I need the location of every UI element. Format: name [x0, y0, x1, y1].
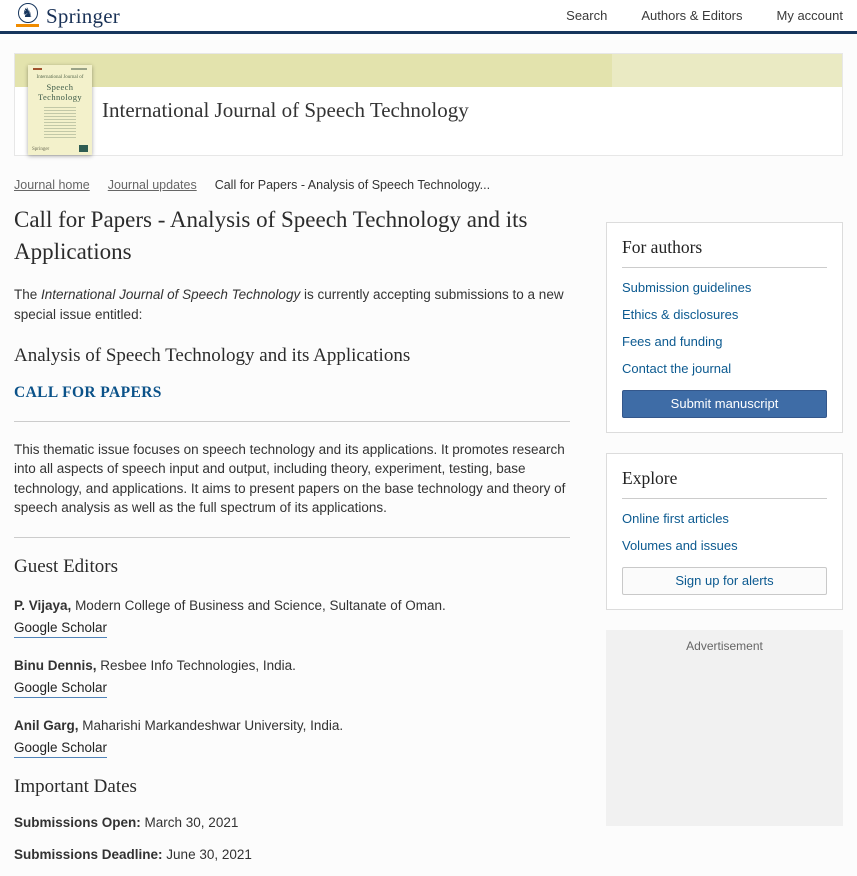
divider: [14, 421, 570, 422]
content-area: [14, 204, 843, 876]
editor-entry: [14, 596, 570, 638]
editor-name: P. Vijaya,: [14, 598, 72, 614]
google-scholar-link[interactable]: Google Scholar: [14, 618, 107, 639]
google-scholar-link[interactable]: Google Scholar: [14, 678, 107, 699]
editor-affiliation: Modern College of Business and Science, Sultanate of Oman.: [71, 598, 446, 614]
page-title: Call for Papers - Analysis of Speech Technology and its Applications: [14, 207, 528, 264]
divider: [14, 537, 570, 538]
cover-toc-lines: [44, 107, 76, 139]
cover-masthead: International Journal of: [36, 75, 84, 80]
date-value: March 30, 2021: [140, 815, 239, 831]
journal-title[interactable]: International Journal of Speech Technology: [102, 98, 469, 122]
banner-strip: [15, 54, 842, 87]
editor-affiliation: Maharishi Markandeshwar University, India.: [78, 718, 344, 734]
site-header: [0, 0, 857, 34]
sidebar-link-contact-journal[interactable]: Contact the journal: [622, 361, 732, 376]
top-nav: [566, 8, 847, 23]
sidebar-link-submission-guidelines[interactable]: Submission guidelines: [622, 280, 752, 295]
springer-logo[interactable]: [16, 1, 120, 31]
cover-logo-square: [79, 145, 88, 152]
cover-publisher: Springer: [32, 147, 50, 152]
advertisement-label: Advertisement: [686, 639, 763, 653]
intro-paragraph: The International Journal of Speech Technology is currently accepting submissions to a new special issue entitled:: [14, 287, 564, 322]
sidebar-link-fees-funding[interactable]: Fees and funding: [622, 334, 723, 349]
advertisement-box: [606, 630, 843, 826]
explore-card: [606, 453, 843, 610]
breadcrumb-current: Call for Papers - Analysis of Speech Technology...: [214, 178, 491, 192]
date-line: [14, 815, 570, 830]
sidebar-link-ethics-disclosures[interactable]: Ethics & disclosures: [622, 307, 739, 322]
breadcrumb: [14, 178, 843, 192]
sign-up-alerts-button[interactable]: Sign up for alerts: [622, 567, 827, 595]
editor-entry: [14, 656, 570, 698]
logo-wordmark: Springer: [46, 3, 120, 28]
date-label: Submissions Deadline:: [14, 847, 163, 863]
explore-heading: Explore: [622, 468, 827, 499]
breadcrumb-journal-home[interactable]: Journal home: [14, 178, 90, 192]
nav-my-account[interactable]: My account: [776, 8, 843, 23]
journal-cover-image: [28, 65, 92, 155]
important-dates-heading: Important Dates: [14, 776, 137, 798]
for-authors-heading: For authors: [622, 237, 827, 268]
sidebar-link-volumes-issues[interactable]: Volumes and issues: [622, 538, 738, 553]
main-column: [14, 204, 570, 876]
journal-banner: [14, 53, 843, 156]
google-scholar-link[interactable]: Google Scholar: [14, 738, 107, 759]
date-line: [14, 847, 570, 862]
special-issue-title: Analysis of Speech Technology and its Applications: [14, 344, 411, 366]
cover-issn-decoration: [33, 68, 42, 70]
date-value: June 30, 2021: [162, 847, 252, 863]
guest-editors-heading: Guest Editors: [14, 556, 118, 578]
editor-name: Anil Garg,: [14, 718, 79, 734]
editor-entry: [14, 716, 570, 758]
cover-title: Speech Technology: [37, 82, 82, 102]
call-for-papers-link[interactable]: CALL FOR PAPERS: [14, 383, 162, 401]
editor-affiliation: Resbee Info Technologies, India.: [96, 658, 296, 674]
sidebar-link-online-first[interactable]: Online first articles: [622, 511, 729, 526]
springer-horse-icon: ♞: [16, 3, 39, 27]
description-paragraph: This thematic issue focuses on speech technology and its applications. It promotes research into all aspects of speech input and output, including theory, experiment, testing, base technology, and applications. It aims to present papers on the base technology and theory of speech analysis as well as the full spectrum of its applications.: [14, 441, 566, 516]
banner-strip-left: [15, 54, 612, 87]
sidebar: [606, 222, 843, 826]
nav-authors-editors[interactable]: Authors & Editors: [641, 8, 743, 23]
breadcrumb-journal-updates[interactable]: Journal updates: [107, 178, 197, 192]
editor-name: Binu Dennis,: [14, 658, 97, 674]
nav-search[interactable]: Search: [566, 8, 608, 23]
journal-name-italic: International Journal of Speech Technology: [41, 287, 301, 303]
cover-volume-decoration: [71, 68, 87, 70]
submit-manuscript-button[interactable]: Submit manuscript: [622, 390, 827, 418]
date-label: Submissions Open:: [14, 815, 141, 831]
logo-orange-underline: [16, 24, 39, 27]
for-authors-card: [606, 222, 843, 433]
